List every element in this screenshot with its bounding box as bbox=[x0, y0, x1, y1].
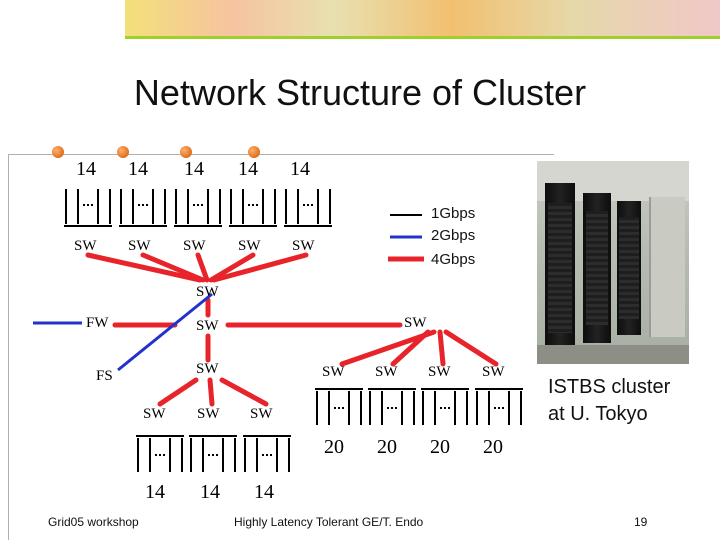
caption-line-1: ISTBS cluster bbox=[548, 376, 671, 398]
top-switch-4: SW bbox=[238, 238, 261, 254]
bottom-left-switch-3: SW bbox=[250, 406, 273, 422]
bottom-right-switch-1: SW bbox=[322, 364, 345, 380]
top-switch-5: SW bbox=[292, 238, 315, 254]
legend-label-2gbps: 2Gbps bbox=[431, 227, 476, 244]
photo-caption bbox=[548, 374, 670, 428]
bottom-left-node-group-2 bbox=[189, 436, 237, 472]
bottom-left-node-group-1 bbox=[136, 436, 184, 472]
top-node-group-2 bbox=[119, 189, 167, 226]
bottom-right-node-group-2 bbox=[368, 389, 416, 425]
bottom-left-node-group-3 bbox=[243, 436, 291, 472]
footer-left: Grid05 workshop bbox=[48, 515, 139, 529]
top-count-3: 14 bbox=[184, 158, 204, 180]
server-rack-image bbox=[617, 201, 641, 335]
bottom-right-count-4: 20 bbox=[483, 436, 503, 458]
file-server-node: FS bbox=[96, 368, 113, 384]
top-switch-1: SW bbox=[74, 238, 97, 254]
bottom-right-count-1: 20 bbox=[324, 436, 344, 458]
bottom-right-switch-4: SW bbox=[482, 364, 505, 380]
bottom-right-switch-3: SW bbox=[428, 364, 451, 380]
top-switch-2: SW bbox=[128, 238, 151, 254]
footer-page-number: 19 bbox=[634, 515, 648, 529]
legend-label-1gbps: 1Gbps bbox=[431, 205, 476, 222]
bottom-left-switch-2: SW bbox=[197, 406, 220, 422]
top-node-group-3 bbox=[174, 189, 222, 226]
bottom-right-switch-2: SW bbox=[375, 364, 398, 380]
core-switch-right: SW bbox=[404, 315, 427, 331]
bottom-left-count-3: 14 bbox=[254, 481, 274, 503]
bottom-right-node-group-4 bbox=[475, 389, 523, 425]
top-node-group-4 bbox=[229, 189, 277, 226]
slide-title: Network Structure of Cluster bbox=[133, 72, 587, 113]
links-2gbps bbox=[33, 294, 212, 370]
bottom-right-node-group-1 bbox=[315, 389, 363, 425]
top-count-2: 14 bbox=[128, 158, 148, 180]
bottom-right-count-2: 20 bbox=[377, 436, 397, 458]
top-node-group-5 bbox=[284, 189, 332, 226]
core-switch-top: SW bbox=[196, 284, 219, 300]
bottom-right-count-3: 20 bbox=[430, 436, 450, 458]
core-switch-low: SW bbox=[196, 361, 219, 377]
firewall-node: FW bbox=[86, 315, 109, 331]
links-4gbps bbox=[88, 255, 496, 404]
top-count-5: 14 bbox=[290, 158, 310, 180]
top-count-1: 14 bbox=[76, 158, 96, 180]
cluster-photo bbox=[537, 161, 689, 364]
legend-label-4gbps: 4Gbps bbox=[431, 251, 476, 268]
core-switch-mid: SW bbox=[196, 318, 219, 334]
footer-center: Highly Latency Tolerant GE/T. Endo bbox=[234, 515, 424, 529]
top-switch-3: SW bbox=[183, 238, 206, 254]
bottom-left-count-1: 14 bbox=[145, 481, 165, 503]
top-count-4: 14 bbox=[238, 158, 258, 180]
server-rack-image bbox=[545, 183, 575, 353]
caption-line-2: at U. Tokyo bbox=[548, 403, 648, 425]
server-rack-image bbox=[583, 193, 611, 343]
top-node-group-1 bbox=[64, 189, 112, 226]
bottom-left-switch-1: SW bbox=[143, 406, 166, 422]
bottom-right-node-group-3 bbox=[421, 389, 469, 425]
bottom-left-count-2: 14 bbox=[200, 481, 220, 503]
